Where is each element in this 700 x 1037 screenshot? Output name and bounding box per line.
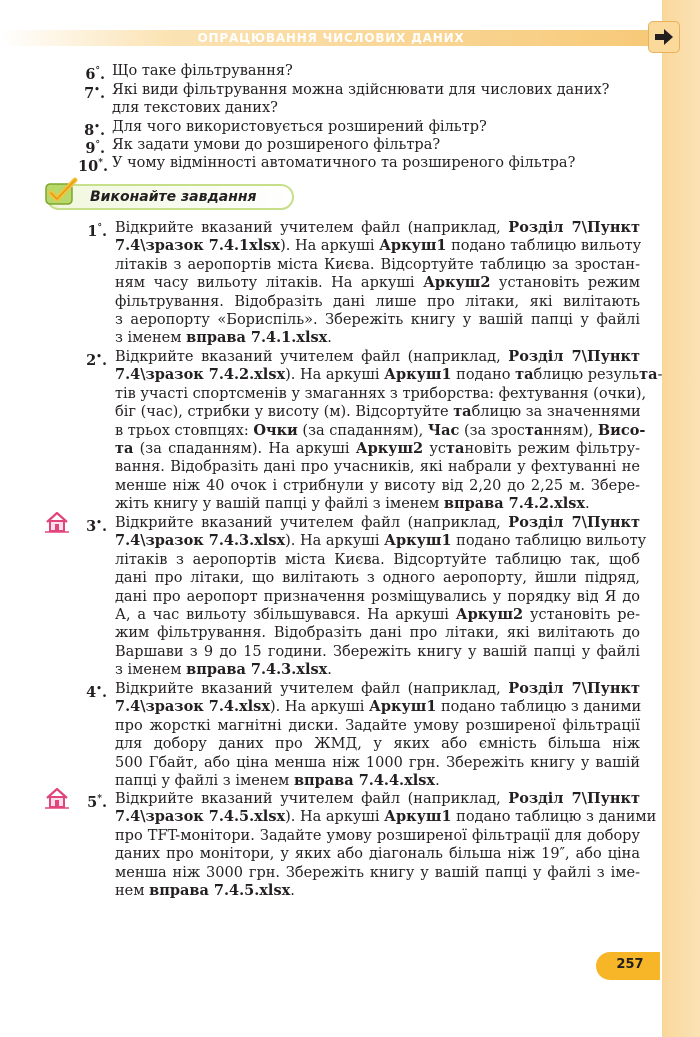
question-number: 8•. xyxy=(84,121,105,139)
task-text-line: дані про літаки, що вилітають з одного аеропорту, йшли підряд, xyxy=(115,570,640,587)
difficulty-mark: • xyxy=(96,518,102,528)
task-text-line: жим фільтрування. Відобразіть дані про літаки, які вилітають до xyxy=(115,625,640,642)
question-text: У чому відмінності автоматичного та розширеного фільтра? xyxy=(112,155,576,171)
task-text-line: 7.4\зразок 7.4.3.xlsx). На аркуші Аркуш1 подано таблицю вильоту xyxy=(115,532,647,550)
task-text-line: дані про аеропорт призначення розміщувались у порядку від Я до xyxy=(115,588,640,605)
question-text: Як задати умови до розширеного фільтра? xyxy=(112,137,441,153)
question-text: Для чого використовується розширений фільтр? xyxy=(112,119,487,135)
task-text-line: для добору даних про ЖМД, у яких або ємність більша ніж xyxy=(115,736,640,753)
task-number: 2•. xyxy=(86,351,107,369)
homework-house-icon xyxy=(44,786,70,810)
difficulty-mark: * xyxy=(97,794,102,804)
task-text-line: 7.4\зразок 7.4.2.xlsx). На аркуші Аркуш1 подано таблицю результа- xyxy=(115,366,663,384)
task-text-line: з іменем вправа 7.4.1.xlsx. xyxy=(115,329,332,347)
question-number: 7•. xyxy=(84,84,105,102)
task-text-line: менша ніж 3000 грн. Збережіть книгу у вашій папці у файлі з іме- xyxy=(115,864,640,881)
task-text-line: Відкрийте вказаний учителем файл (наприклад, Розділ 7\Пункт xyxy=(115,680,640,697)
question-text: для текстових даних? xyxy=(112,100,278,116)
task-text-line: фільтрування. Відобразіть дані лише про літаки, які вилітають xyxy=(115,293,640,310)
question-number: 10*. xyxy=(78,157,108,175)
task-text-line: про TFT-монітори. Задайте умову розширеної фільтрації для добору xyxy=(115,827,640,844)
task-text-line: жіть книгу у вашій папці у файлі з іменем вправа 7.4.2.xlsx. xyxy=(115,495,590,513)
page-number: 257 xyxy=(616,957,644,972)
task-text-line: біг (час), стрибки у висоту (м). Відсортуйте таблицю за значеннями xyxy=(115,403,641,421)
homework-house-icon xyxy=(44,510,70,534)
task-text-line: в трьох стовпцях: Очки (за спаданням), Час (за зростанням), Висо- xyxy=(115,421,646,439)
task-number: 3•. xyxy=(86,517,107,535)
task-text-line: А, а час вильоту збільшувався. На аркуші Аркуш2 установіть ре- xyxy=(115,606,640,623)
difficulty-mark: • xyxy=(96,684,102,694)
task-text-line: літаків з аеропортів міста Києва. Відсортуйте таблицю за зростан- xyxy=(115,256,640,273)
task-text-line: з іменем вправа 7.4.3.xlsx. xyxy=(115,661,332,679)
chapter-title: ОПРАЦЮВАННЯ ЧИСЛОВИХ ДАНИХ xyxy=(197,31,465,45)
difficulty-mark: ° xyxy=(95,66,100,76)
task-text-line: про жорсткі магнітні диски. Задайте умову розширеної фільтрації xyxy=(115,717,640,734)
difficulty-mark: • xyxy=(94,85,100,95)
task-text-line: 7.4\зразок 7.4.xlsx). На аркуші Аркуш1 подано таблицю з даними xyxy=(115,698,642,716)
task-text-line: папці у файлі з іменем вправа 7.4.4.xlsx. xyxy=(115,772,440,789)
task-text-line: менше ніж 40 очок і стрибнули у висоту від 2,20 до 2,25 м. Збере- xyxy=(115,477,640,494)
page-edge-band xyxy=(662,0,700,1037)
difficulty-mark: • xyxy=(94,122,100,132)
task-text-line: Відкрийте вказаний учителем файл (наприклад, Розділ 7\Пункт xyxy=(115,790,640,807)
task-text-line: з аеропорту «Бориспіль». Збережіть книгу у вашій папці у файлі xyxy=(115,312,640,328)
task-text-line: 500 Гбайт, або ціна менша ніж 1000 грн. Збережіть книгу у вашій xyxy=(115,754,640,771)
task-section-title: Виконайте завдання xyxy=(90,189,257,205)
difficulty-mark: • xyxy=(96,352,102,362)
task-text-line: літаків з аеропортів міста Києва. Відсортуйте таблицю так, щоб xyxy=(115,551,640,568)
task-text-line: нем вправа 7.4.5.xlsx. xyxy=(115,882,295,899)
difficulty-mark: * xyxy=(98,158,103,168)
task-number: 4•. xyxy=(86,683,107,701)
task-text-line: Варшави з 9 до 15 години. Збережіть книгу у вашій папці у файлі xyxy=(115,643,640,660)
task-text-line: вання. Відобразіть дані про учасників, які набрали у фехтуванні не xyxy=(115,459,640,476)
task-text-line: Відкрийте вказаний учителем файл (наприклад, Розділ 7\Пункт xyxy=(115,514,640,531)
task-text-line: тів участі спортсменів у змаганнях з триборства: фехтування (очки), xyxy=(115,385,647,402)
arrow-right-icon xyxy=(653,27,675,47)
question-number: 6°. xyxy=(85,65,105,83)
task-number: 5*. xyxy=(87,793,107,811)
task-text-line: ням часу вильоту літаків. На аркуші Аркуш2 установіть режим xyxy=(115,274,640,292)
task-number: 1°. xyxy=(87,222,107,240)
task-text-line: Відкрийте вказаний учителем файл (наприклад, Розділ 7\Пункт xyxy=(115,348,640,365)
next-page-button[interactable] xyxy=(648,21,680,53)
task-text-line: даних про монітори, у яких або діагональ більша ніж 19″, або ціна xyxy=(115,846,640,863)
difficulty-mark: ° xyxy=(97,223,102,233)
task-text-line: 7.4\зразок 7.4.5.xlsx). На аркуші Аркуш1 подано таблицю з даними xyxy=(115,808,657,826)
question-number: 9°. xyxy=(85,139,105,157)
checkmark-icon xyxy=(42,176,82,208)
task-text-line: 7.4\зразок 7.4.1xlsx). На аркуші Аркуш1 подано таблицю вильоту xyxy=(115,237,642,255)
question-text: Що таке фільтрування? xyxy=(112,63,293,79)
task-text-line: та (за спаданням). На аркуші Аркуш2 установіть режим фільтру- xyxy=(115,440,640,457)
question-text: Які види фільтрування можна здійснювати для числових даних? xyxy=(112,82,610,98)
task-text-line: Відкрийте вказаний учителем файл (наприклад, Розділ 7\Пункт xyxy=(115,219,640,236)
difficulty-mark: ° xyxy=(95,140,100,150)
